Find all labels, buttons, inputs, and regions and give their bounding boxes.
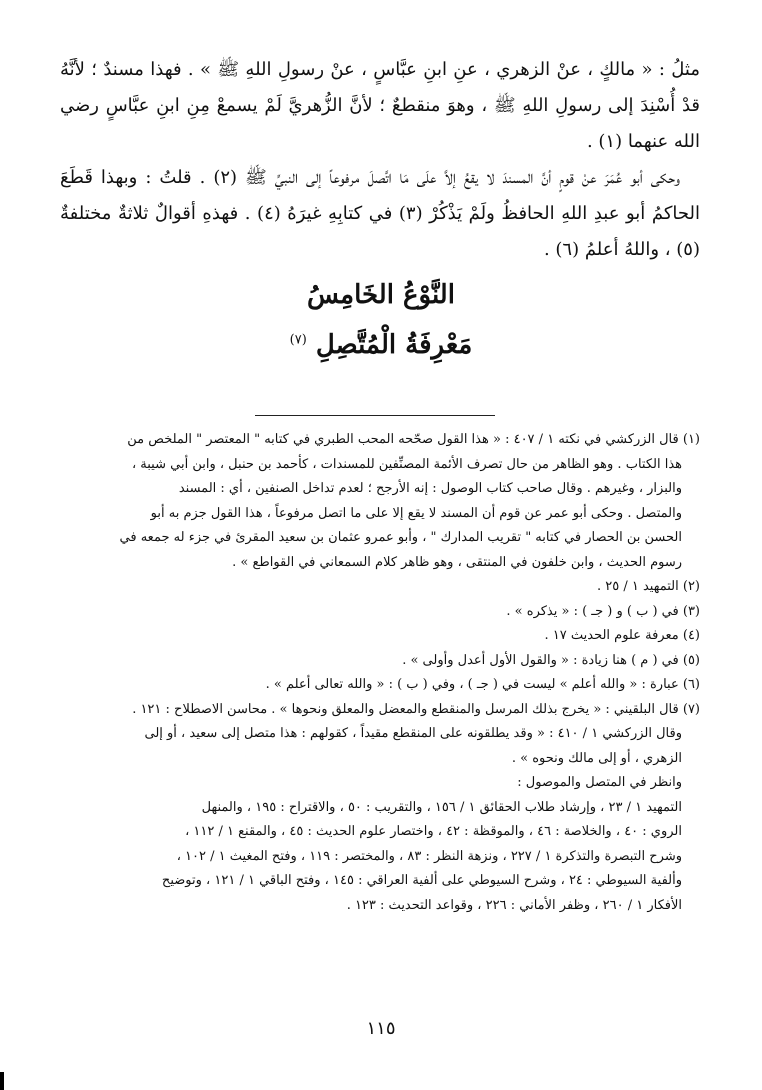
footnote-line: وقال الزركشي ١ / ٤١٠ : « وقد يطلقونه على المنقطع مقيداً ، كقولهم : هذا متصل إلى سعيد ، أو إلى [144,726,682,741]
page-number: ١١٥ [366,1018,396,1039]
paragraph: وحكى أبو عُمَرَ عنْ قومٍ أنَّ المسندَ لا يقعُ إلاَّ علَى مَا اتَّصلَ مرفوعاً إلى النبيِّ ﷺ (٢) . قلتُ : وبهذا قَطَعَ الحاكمُ أبو عبدِ اللهِ الحافظُ ولَمْ يَذْكُرْ (٣) في كتابِهِ غيرَهُ (٤) . فهذهِ أقوالٌ ثلاثةٌ مختلفةٌ (٥) ، واللهُ أعلمُ (٦) . [60,167,700,260]
footnote-line: الأفكار ١ / ٢٦٠ ، وظفر الأماني : ٢٢٦ ، وقواعد التحديث : ١٢٣ . [346,897,682,913]
footnote-separator [255,415,495,416]
section-title: مَعْرِفَةُ الْمُتَّصِلِ [315,330,473,360]
footnote-line: التمهيد ١ / ٢٣ ، وإرشاد طلاب الحقائق ١ / ١٥٦ ، والتقريب : ٥٠ ، والاقتراح : ١٩٥ ، والمنهل [201,799,682,815]
footnote-line: والمتصل . وحكى أبو عمر عن قوم أن المسند لا يقع إلا على ما اتصل مرفوعاً ، هذا القول جزم به أبو [150,505,682,521]
footnote-5: (٥) في ( م ) هنا زيادة : « والقول الأول أعدل وأولى » . [402,652,700,668]
footnote-line: الزهري ، أو إلى مالك ونحوه » . [511,750,682,766]
footnote-line: والبزار ، وغيرهم . وقال صاحب كتاب الوصول : إنه الأرجح ؛ لعدم تداخل الصنفين ، أي : المسند [178,481,682,496]
section-title-note-ref: (٧) [289,332,307,348]
paragraph: مثلُ : « مالكٍ ، عنْ الزهري ، عنِ ابنِ عبَّاسٍ ، عنْ رسولِ اللهِ ﷺ » . فهذا مسندٌ ؛ لأنَّهُ قدْ أُسْنِدَ إلى رسولِ اللهِ ﷺ ، وهوَ منقطعٌ ؛ لأنَّ الزُّهريَّ لَمْ يسمعْ مِنِ ابنِ عبَّاسٍ رضي الله عنهما (١) . [60,59,701,152]
footnote-line: رسوم الحديث ، وابن خلفون في المنتقى ، وهو ظاهر كلام السمعاني في القواطع » . [232,554,682,570]
footnote-line: (٧) قال البلقيني : « يخرج بذلك المرسل والمنقطع والمعضل والمعلق ونحوها » . محاسن الاصطلاح : ١٢١ . [132,701,700,717]
footnote-line: الحسن بن الحصار في كتابه " تقريب المدارك " ، وأبو عمرو عثمان بن سعيد المقرئ في جزء له جمعه في [119,530,682,545]
footnote-line: وشرح التبصرة والتذكرة ١ / ٢٢٧ ، ونزهة النظر : ٨٣ ، والمختصر : ١١٩ ، وفتح المغيث ١ / ١٠٢ ، [176,848,682,864]
footnote-3: (٣) في ( ب ) و ( جـ ) : « يذكره » . [506,603,700,619]
footnote-2: (٢) التمهيد ١ / ٢٥ . [596,579,700,594]
footnote-line: (١) قال الزركشي في نكته ١ / ٤٠٧ : « هذا القول صحّحه المحب الطبري في كتابه " المعتصر " الملخص من [127,432,700,447]
footnote-line: وانظر في المتصل والموصول : [517,775,682,790]
footnote-line: وألفية السيوطي : ٢٤ ، وشرح السيوطي على ألفية العراقي : ١٤٥ ، وفتح الباقي ١ / ١٢١ ، وتوضيح [161,873,682,888]
footnote-line: هذا الكتاب . وهو الظاهر من حال تصرف الأئمة المصنِّفين للمسندات ، كأحمد بن حنبل ، وابن أبي شيبة ، [131,456,682,472]
main-text [60,52,700,268]
footnote-4: (٤) معرفة علوم الحديث ١٧ . [544,628,700,643]
section-title-heading [0,330,762,360]
footnote-line: الروي : ٤٠ ، والخلاصة : ٤٦ ، والموقظة : ٤٢ ، واختصار علوم الحديث : ٤٥ ، والمقنع ١ / ١١٢ ، [185,824,682,839]
section-type-heading: النَّوْعُ الخَامِسُ [307,280,455,310]
footnotes [60,428,700,918]
footnote-6: (٦) عبارة : « والله أعلم » ليست في ( جـ ) ، وفي ( ب ) : « والله تعالى أعلم » . [265,677,700,692]
scan-edge-mark [0,1072,4,1090]
